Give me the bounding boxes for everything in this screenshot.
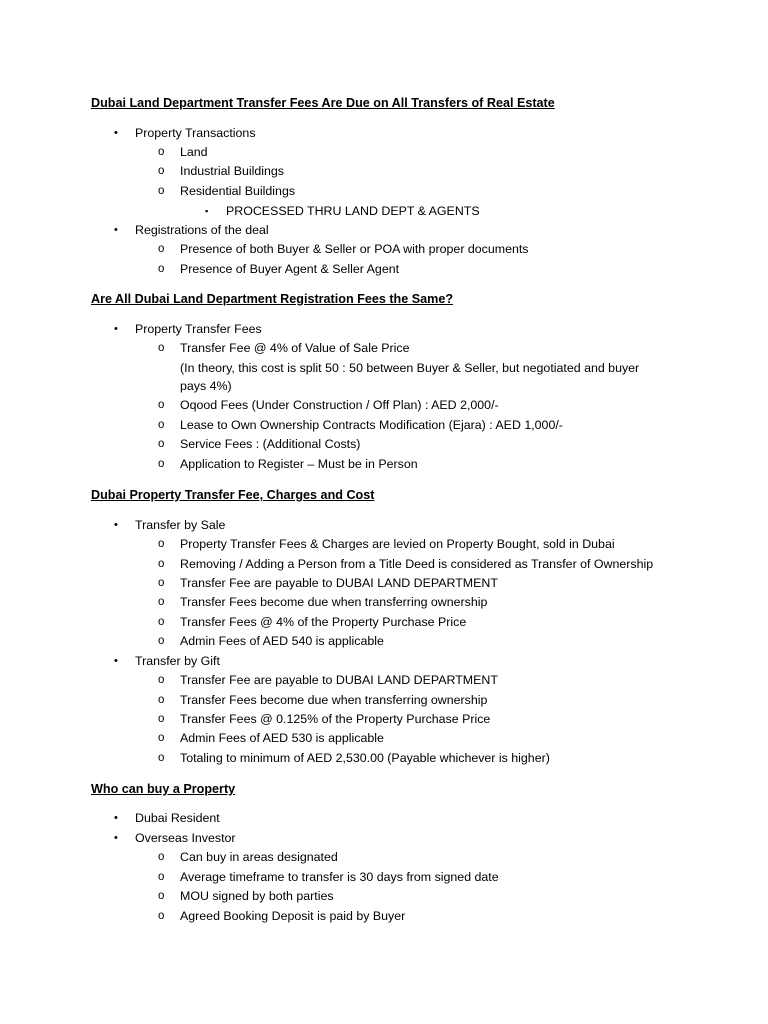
sub-bullet-marker: o	[158, 185, 165, 197]
bullet-marker: •	[114, 832, 118, 844]
section-heading-transfer-fees: Dubai Land Department Transfer Fees Are Due on All Transfers of Real Estate	[91, 96, 555, 110]
bullet-marker: •	[114, 519, 118, 531]
list-item: Property Transfer Fees	[135, 322, 262, 336]
list-item-continuation: (In theory, this cost is split 50 : 50 between Buyer & Seller, but negotiated and buyer	[180, 361, 640, 375]
list-item: Overseas Investor	[135, 831, 236, 845]
sub-bullet-marker: o	[158, 851, 165, 863]
list-item: Presence of both Buyer & Seller or POA with proper documents	[180, 242, 529, 256]
sub-bullet-marker: o	[158, 438, 165, 450]
list-item: Admin Fees of AED 530 is applicable	[180, 731, 384, 745]
section-heading-registration-fees: Are All Dubai Land Department Registration Fees the Same?	[91, 292, 454, 306]
sub-bullet-marker: o	[158, 674, 165, 686]
list-item: Lease to Own Ownership Contracts Modification (Ejara) : AED 1,000/-	[180, 418, 563, 432]
sub-bullet-marker: o	[158, 871, 165, 883]
list-item: Average timeframe to transfer is 30 days from signed date	[180, 870, 499, 884]
list-item: Presence of Buyer Agent & Seller Agent	[180, 262, 400, 276]
list-item: Transfer Fee are payable to DUBAI LAND DEPARTMENT	[180, 576, 498, 590]
sub-bullet-marker: o	[158, 342, 165, 354]
sub-bullet-marker: o	[158, 146, 165, 158]
sub-bullet-marker: o	[158, 694, 165, 706]
list-item: Transfer Fees @ 0.125% of the Property Purchase Price	[180, 712, 491, 726]
list-item: Transfer Fees become due when transferring ownership	[180, 693, 488, 707]
sub-bullet-marker: o	[158, 577, 165, 589]
list-item: Oqood Fees (Under Construction / Off Plan) : AED 2,000/-	[180, 398, 499, 412]
list-item: Removing / Adding a Person from a Title Deed is considered as Transfer of Ownership	[180, 557, 654, 571]
list-item: Transfer Fees become due when transferring ownership	[180, 595, 488, 609]
sub-bullet-marker: o	[158, 890, 165, 902]
bullet-marker: •	[114, 224, 118, 236]
list-item: PROCESSED THRU LAND DEPT & AGENTS	[226, 204, 480, 218]
list-item: Totaling to minimum of AED 2,530.00 (Payable whichever is higher)	[180, 751, 550, 765]
bullet-marker: •	[114, 127, 118, 139]
list-item: Admin Fees of AED 540 is applicable	[180, 634, 384, 648]
list-item: Transfer Fee @ 4% of Value of Sale Price	[180, 341, 410, 355]
list-item: Registrations of the deal	[135, 223, 269, 237]
bullet-marker: •	[114, 812, 118, 824]
sub-bullet-marker: o	[158, 616, 165, 628]
sub-bullet-marker: o	[158, 458, 165, 470]
sub-bullet-marker: o	[158, 263, 165, 275]
list-item: Service Fees : (Additional Costs)	[180, 437, 361, 451]
section-heading-who-can-buy: Who can buy a Property	[91, 782, 236, 796]
sub-bullet-marker: o	[158, 732, 165, 744]
sub-bullet-marker: o	[158, 165, 165, 177]
list-item: Transfer Fee are payable to DUBAI LAND DEPARTMENT	[180, 673, 498, 687]
list-item: Residential Buildings	[180, 184, 296, 198]
section-heading-transfer-fee-charges: Dubai Property Transfer Fee, Charges and Cost	[91, 488, 375, 502]
list-item: MOU signed by both parties	[180, 889, 334, 903]
sub-bullet-marker: o	[158, 910, 165, 922]
sub-bullet-marker: o	[158, 752, 165, 764]
list-item: Agreed Booking Deposit is paid by Buyer	[180, 909, 406, 923]
square-bullet-marker: ▪	[205, 206, 209, 216]
sub-bullet-marker: o	[158, 713, 165, 725]
list-item: Dubai Resident	[135, 811, 220, 825]
list-item: Industrial Buildings	[180, 164, 285, 178]
bullet-marker: •	[114, 655, 118, 667]
sub-bullet-marker: o	[158, 243, 165, 255]
list-item: Transfer Fees @ 4% of the Property Purchase Price	[180, 615, 467, 629]
sub-bullet-marker: o	[158, 558, 165, 570]
list-item: Land	[180, 145, 208, 159]
list-item-continuation: pays 4%)	[180, 379, 232, 393]
list-item: Property Transactions	[135, 126, 256, 140]
list-item: Transfer by Sale	[135, 518, 226, 532]
list-item: Property Transfer Fees & Charges are levied on Property Bought, sold in Dubai	[180, 537, 615, 551]
bullet-marker: •	[114, 323, 118, 335]
list-item: Application to Register – Must be in Person	[180, 457, 418, 471]
sub-bullet-marker: o	[158, 538, 165, 550]
sub-bullet-marker: o	[158, 596, 165, 608]
sub-bullet-marker: o	[158, 635, 165, 647]
list-item: Can buy in areas designated	[180, 850, 338, 864]
sub-bullet-marker: o	[158, 399, 165, 411]
sub-bullet-marker: o	[158, 419, 165, 431]
list-item: Transfer by Gift	[135, 654, 220, 668]
